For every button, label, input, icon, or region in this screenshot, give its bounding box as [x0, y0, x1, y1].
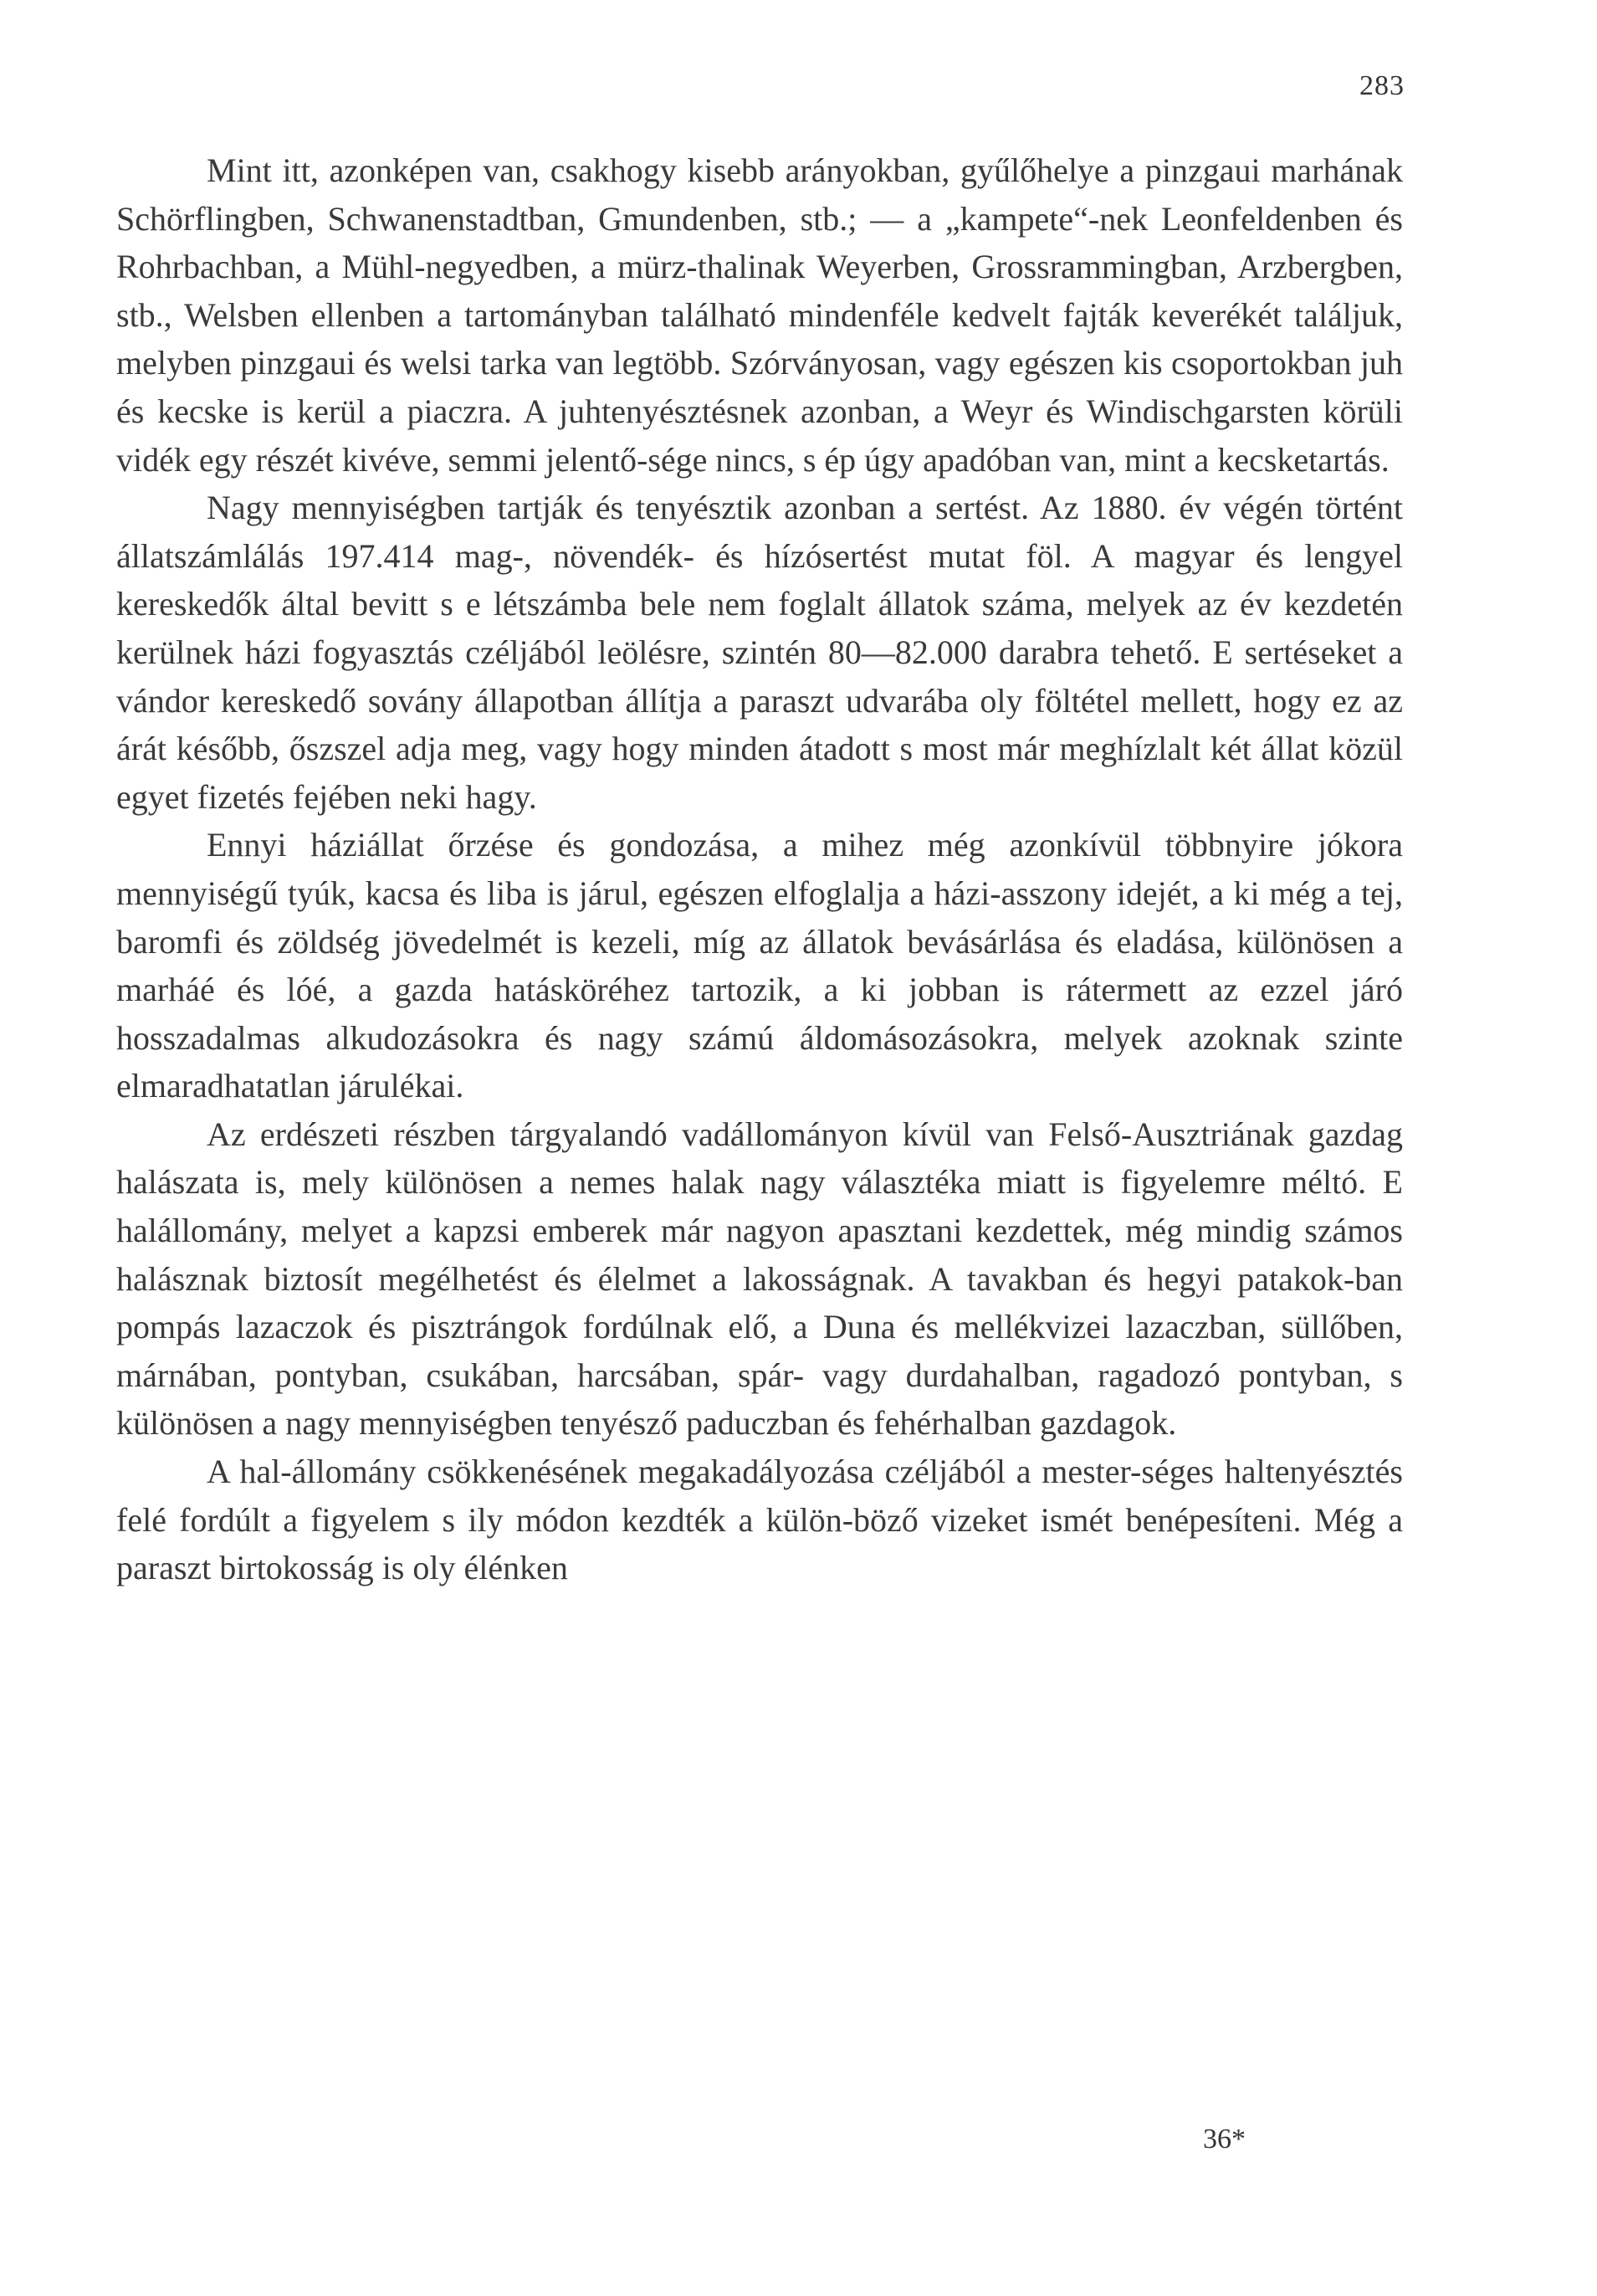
paragraph-household-duties: Ennyi háziállat őrzése és gondozása, a mihez még azonkívül többnyire jókora mennyiségű tyúk, kacsa és liba is járul, egészen elfoglalja a házi-asszony idejét, a ki még a tej, baromfi és zöldség jövedelmét is kezeli, míg az állatok bevásárlása és eladása, különösen a marháé és lóé, a gazda hatásköréhez tartozik, a ki jobban is rátermett az ezzel járó hosszadalmas alkudozásokra és nagy számú áldomásozásokra, melyek azoknak szinte elmaradhatatlan járulékai.: [116, 826, 1403, 1105]
paragraph-fishery: Az erdészeti részben tárgyalandó vadállományon kívül van Felső-Ausztriának gazdag halászata is, mely különösen a nemes halak nagy választéka miatt is figyelemre méltó. E halállomány, melyet a kapzsi emberek már nagyon apasztani kezdettek, még mindig számos halásznak biztosít megélhetést és élelmet a lakosságnak. A tavakban és hegyi patakok-ban pompás lazaczok és pisztrángok fordúlnak elő, a Duna és mellékvizei lazaczban, süllőben, márnában, pontyban, csukában, harcsában, spár- vagy durdahalban, ragadozó pontyban, s különösen a nagy mennyiségben tenyésző paduczban és fehérhalban gazdagok.: [116, 1115, 1403, 1443]
signature-mark: 36*: [1203, 2124, 1246, 2155]
page-number: 283: [1359, 70, 1405, 101]
body-text: [116, 146, 1403, 1592]
paragraph-fish-breeding: A hal-állomány csökkenésének megakadályozása czéljából a mester-séges haltenyésztés felé fordúlt a figyelem s ily módon kezdték a külön-böző vizeket ismét benépesíteni. Még a paraszt birtokosság is oly élénken: [116, 1453, 1403, 1587]
paragraph-livestock-markets: Mint itt, azonképen van, csakhogy kisebb arányokban, gyűlőhelye a pinzgaui marhának Schörflingben, Schwanenstadtban, Gmundenben, stb.; — a „kampete“-nek Leonfeldenben és Rohrbachban, a Mühl-negyedben, a mürz-thalinak Weyerben, Grossrammingban, Arzbergben, stb., Welsben ellenben a tartományban található mindenféle kedvelt fajták keverékét találjuk, melyben pinzgaui és welsi tarka van legtöbb. Szórványosan, vagy egészen kis csoportokban juh és kecske is kerül a piaczra. A juhtenyésztésnek azonban, a Weyr és Windischgarsten körüli vidék egy részét kivéve, semmi jelentő-sége nincs, s ép úgy apadóban van, mint a kecsketartás.: [116, 151, 1403, 479]
paragraph-pig-breeding: Nagy mennyiségben tartják és tenyésztik azonban a sertést. Az 1880. év végén történt állatszámlálás 197.414 mag-, növendék- és hízósertést mutat föl. A magyar és lengyel kereskedők által bevitt s e létszámba bele nem foglalt állatok száma, melyek az év kezdetén kerülnek házi fogyasztás czéljából leölésre, szintén 80—82.000 darabra tehető. E sertéseket a vándor kereskedő sovány állapotban állítja a paraszt udvarába oly föltétel mellett, hogy ez az árát később, őszszel adja meg, vagy hogy minden átadott s most már meghízlalt két állat közül egyet fizetés fejében neki hagy.: [116, 489, 1403, 816]
